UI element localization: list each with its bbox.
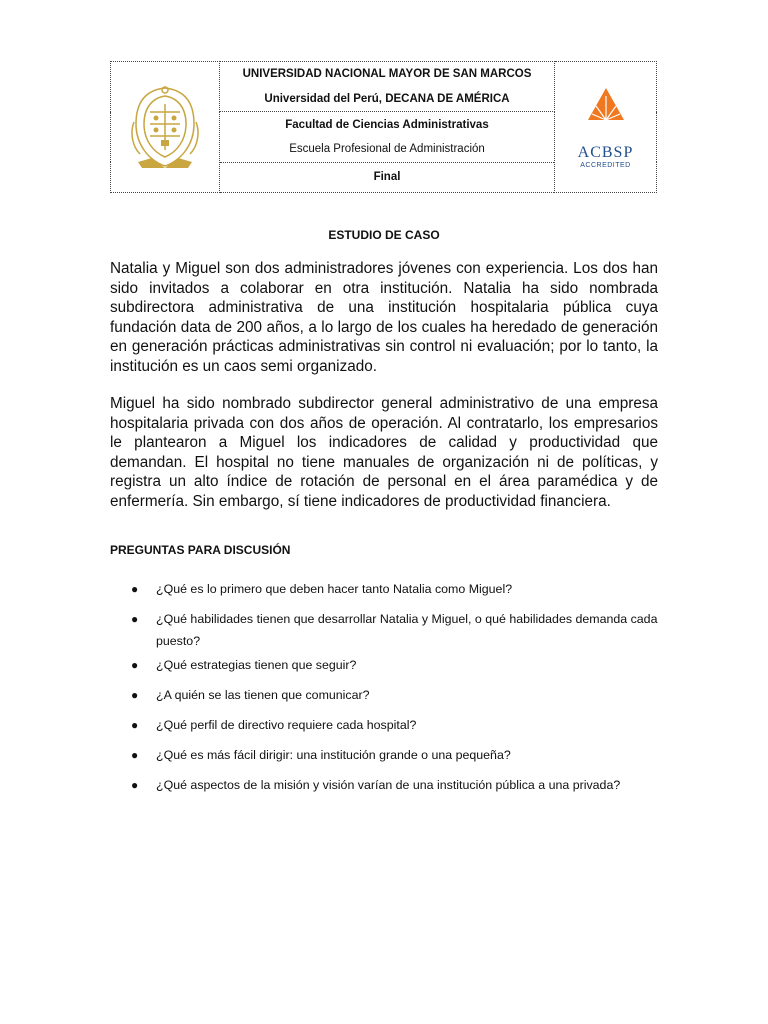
bullet-icon: ●	[131, 612, 139, 626]
question-item	[110, 578, 658, 600]
case-paragraph-2: Miguel ha sido nombrado subdirector general administrativo de una empresa hospitalaria privada con dos años de operación. Al contratarlo, los empresarios le plantearon a Miguel los indicadores de calidad y productividad que demandan. El hospital no tiene manuales de organización ni de políticas, y registra un alto índice de rotación de personal en el área paramédica y de enfermería. Sin embargo, sí tiene indicadores de productividad financiera.	[110, 395, 658, 510]
university-title-cell	[220, 62, 555, 112]
university-seal-icon	[128, 82, 202, 172]
case-title: ESTUDIO DE CASO	[328, 228, 440, 242]
question-text: ¿A quién se las tienen que comunicar?	[156, 688, 370, 702]
question-text: ¿Qué perfil de directivo requiere cada hospital?	[156, 718, 417, 732]
question-text: ¿Qué es lo primero que deben hacer tanto Natalia como Miguel?	[156, 582, 513, 596]
university-subtitle: Universidad del Perú, DECANA DE AMÉRICA	[264, 93, 510, 106]
header-table	[110, 61, 657, 193]
exam-type: Final	[373, 171, 401, 184]
question-item	[110, 774, 658, 796]
school-name: Escuela Profesional de Administración	[289, 143, 485, 156]
bullet-icon: ●	[131, 582, 139, 596]
bullet-icon: ●	[131, 748, 139, 762]
question-item	[110, 744, 658, 766]
university-seal-cell	[111, 62, 220, 193]
bullet-icon: ●	[131, 718, 139, 732]
faculty-cell	[220, 112, 555, 162]
questions-list	[110, 578, 658, 804]
acbsp-logo-name: ACBSP	[577, 143, 634, 161]
accreditation-logo-cell	[555, 62, 657, 193]
bullet-icon: ●	[131, 658, 139, 672]
question-text: ¿Qué aspectos de la misión y visión varían de una institución pública a una privada?	[156, 778, 621, 792]
acbsp-logo-icon	[574, 86, 638, 148]
question-item	[110, 608, 658, 652]
acbsp-logo-tagline: ACCREDITED	[580, 161, 631, 169]
question-text: ¿Qué es más fácil dirigir: una institución grande o una pequeña?	[156, 748, 511, 762]
question-text: ¿Qué habilidades tienen que desarrollar Natalia y Miguel, o qué habilidades demanda cada puesto?	[156, 612, 658, 648]
case-paragraph-1: Natalia y Miguel son dos administradores jóvenes con experiencia. Los dos han sido invitados a colaborar en otra institución. Natalia ha sido nombrada subdirectora administrativa de una institución hospitalaria pública cuya fundación data de 200 años, a lo largo de los cuales ha heredado de generación en generación prácticas administrativas sin control ni evaluación; por lo tanto, la institución es un caos semi organizado.	[110, 260, 658, 375]
question-text: ¿Qué estrategias tienen que seguir?	[156, 658, 357, 672]
exam-type-cell	[220, 162, 555, 192]
question-item	[110, 714, 658, 736]
bullet-icon: ●	[131, 688, 139, 702]
question-item	[110, 684, 658, 706]
faculty-name: Facultad de Ciencias Administrativas	[285, 119, 489, 132]
university-name: UNIVERSIDAD NACIONAL MAYOR DE SAN MARCOS	[242, 68, 532, 81]
question-item	[110, 654, 658, 676]
bullet-icon: ●	[131, 778, 139, 792]
questions-title: PREGUNTAS PARA DISCUSIÓN	[110, 543, 291, 557]
